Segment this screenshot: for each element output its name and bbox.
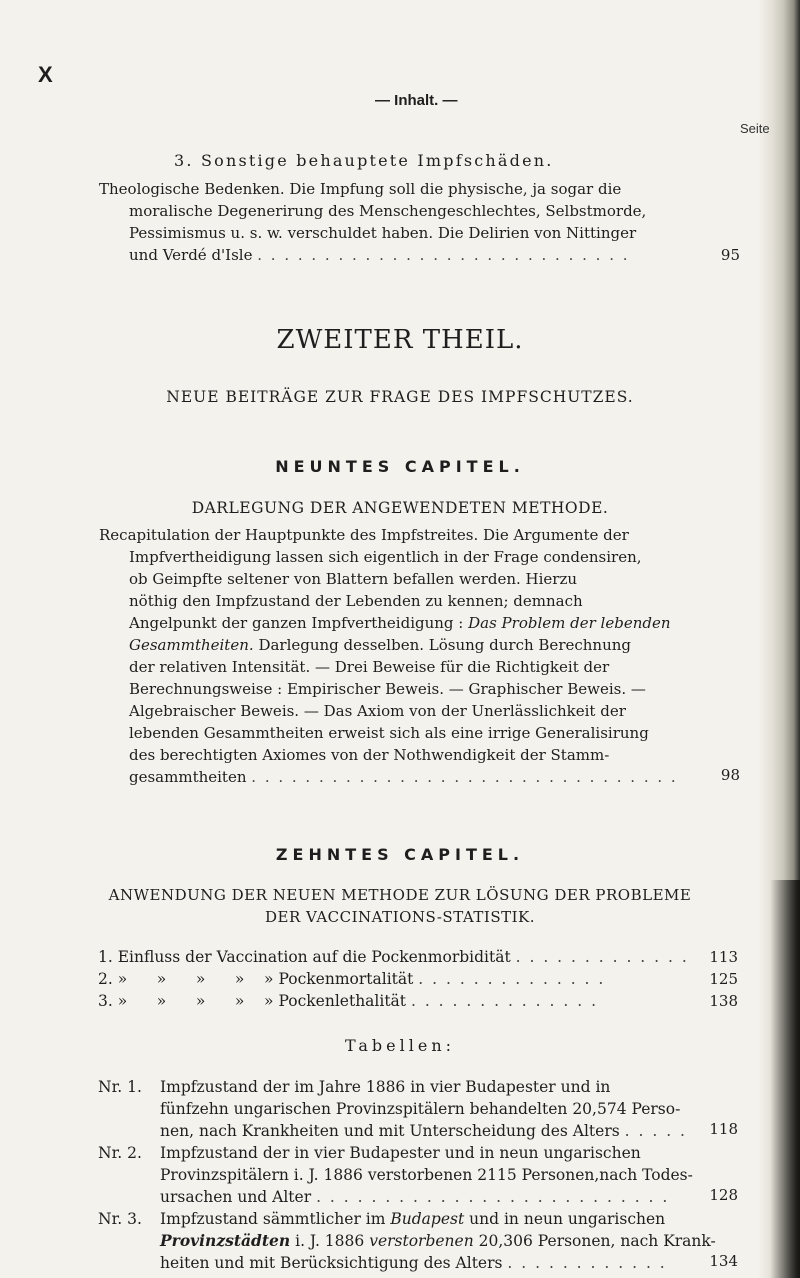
list-item-num: 2. <box>98 970 113 988</box>
list-item-num: 3. <box>98 992 113 1010</box>
table-entry-text-italic: verstorbenen <box>369 1232 474 1250</box>
table-entry-text-italic: Budapest <box>390 1210 465 1228</box>
ch9-line-12: gesammtheiten <box>129 768 247 786</box>
table-entry-line-2 <box>160 1230 738 1252</box>
ch9-line-8: Berechnungsweise : Empirischer Beweis. — Graphischer Beweis. — <box>129 680 646 698</box>
seite-label: Seite <box>740 121 770 136</box>
section-3-line-4-wrap <box>99 244 739 266</box>
ch9-line-3: ob Geimpfte seltener von Blattern befallen werden. Hierzu <box>129 570 578 588</box>
table-entry-nr: Nr. 2. <box>98 1144 142 1162</box>
ch9-line-6-wrap <box>99 634 739 656</box>
dot-leader: . . . . . . . . . . . . . . <box>418 970 606 988</box>
section-3-line-1: Theologische Bedenken. Die Impfung soll die physische, ja sogar die <box>99 180 622 198</box>
section-3-heading: 3. Sonstige behauptete Impfschäden. <box>174 151 554 170</box>
section-3-line-2: moralische Degenerirung des Menschengeschlechtes, Selbstmorde, <box>129 202 647 220</box>
chapter-9-title: DARLEGUNG DER ANGEWENDETEN METHODE. <box>191 499 609 517</box>
ch9-line-9: Algebraischer Beweis. — Das Axiom von der Unerlässlichkeit der <box>129 702 626 720</box>
part-subtitle: NEUE BEITRÄGE ZUR FRAGE DES IMPFSCHUTZES. <box>166 388 634 406</box>
table-entry-text: heiten und mit Berücksichtigung des Alters <box>160 1254 503 1272</box>
table-entry-nr: Nr. 1. <box>98 1078 142 1096</box>
table-entry-page: 128 <box>709 1186 738 1204</box>
list-item-text: » » » » » Pockenmortalität <box>117 970 414 988</box>
table-entry-line: Provinzspitälern i. J. 1886 verstorbenen 2115 Personen,nach Todes- <box>160 1166 693 1184</box>
table-entry-line: ursachen und Alter <box>160 1188 312 1206</box>
dot-leader: . . . . . . . . . . . . . <box>515 948 689 966</box>
table-entry-line-wrap <box>160 1120 738 1142</box>
ch9-line-5b: Das Problem der lebenden <box>468 614 671 632</box>
page-edge-dark <box>770 880 800 1278</box>
table-entry-line-3 <box>160 1252 738 1274</box>
dot-leader: . . . . . <box>624 1122 687 1140</box>
chapter-10-label: ZEHNTES CAPITEL. <box>275 845 525 864</box>
table-entry-line: Impfzustand der in vier Budapester und in neun ungarischen <box>160 1144 641 1162</box>
table-entry-line-1 <box>160 1208 738 1230</box>
dot-leader: . . . . . . . . . . . . . . <box>410 992 598 1010</box>
table-entry-line: nen, nach Krankheiten und mit Unterscheidung des Alters <box>160 1122 620 1140</box>
running-title: — Inhalt. — <box>375 92 458 109</box>
ch9-line-6a: Gesammtheiten. <box>129 636 254 654</box>
chapter-9-label: NEUNTES CAPITEL. <box>275 457 525 476</box>
section-3-page: 95 <box>720 246 740 264</box>
table-entry-nr: Nr. 3. <box>98 1210 142 1228</box>
dot-leader: . . . . . . . . . . . . <box>507 1254 667 1272</box>
ch9-line-6b: Darlegung desselben. Lösung durch Berechnung <box>258 636 632 654</box>
dot-leader: . . . . . . . . . . . . . . . . . . . . . . . . . . . . . . . . <box>251 768 678 786</box>
table-entry-page: 118 <box>709 1120 738 1138</box>
section-3-text <box>99 178 739 266</box>
list-item <box>98 992 598 1010</box>
ch9-line-10: lebenden Gesammtheiten erweist sich als eine irrige Generalisirung <box>129 724 649 742</box>
dot-leader: . . . . . . . . . . . . . . . . . . . . . . . . . . . . <box>257 246 630 264</box>
section-3-line-3: Pessimismus u. s. w. verschuldet haben. Die Delirien von Nittinger <box>129 224 637 242</box>
list-item-page: 125 <box>709 970 738 988</box>
table-entry-text: 20,306 Personen, nach Krank- <box>478 1232 716 1250</box>
tabellen-heading: Tabellen: <box>344 1036 456 1055</box>
table-entry-text: i. J. 1886 <box>295 1232 365 1250</box>
chapter-10-title-2: DER VACCINATIONS-STATISTIK. <box>264 908 536 926</box>
ch9-line-4: nöthig den Impfzustand der Lebenden zu kennen; demnach <box>129 592 583 610</box>
table-entry-line-wrap <box>160 1186 738 1208</box>
dot-leader: . . . . . . . . . . . . . . . . . . . . . . . . . . <box>316 1188 670 1206</box>
ch9-line-12-wrap <box>99 766 739 788</box>
table-entry-2 <box>98 1142 738 1208</box>
chapter-9-page: 98 <box>720 766 740 784</box>
table-entry-3 <box>98 1208 738 1274</box>
list-item <box>98 970 605 988</box>
ch9-line-1: Recapitulation der Hauptpunkte des Impfstreites. Die Argumente der <box>99 526 629 544</box>
signature-letter: X <box>38 62 53 87</box>
table-entry-text-italic: Provinzstädten <box>160 1231 291 1250</box>
part-title: ZWEITER THEIL. <box>276 325 524 355</box>
list-item-page: 138 <box>709 992 738 1010</box>
chapter-9-summary <box>99 524 739 788</box>
ch9-line-5a: Angelpunkt der ganzen Impfvertheidigung : <box>129 614 464 632</box>
table-entry-text: und in neun ungarischen <box>469 1210 666 1228</box>
list-item <box>98 948 689 966</box>
table-entry-text: Impfzustand sämmtlicher im <box>160 1210 386 1228</box>
ch9-line-5-wrap <box>99 612 739 634</box>
chapter-10-title-1: ANWENDUNG DER NEUEN METHODE ZUR LÖSUNG DER PROBLEME <box>108 886 692 904</box>
ch9-line-7: der relativen Intensität. — Drei Beweise für die Richtigkeit der <box>129 658 610 676</box>
table-entry-page: 134 <box>709 1252 738 1270</box>
list-item-text: » » » » » Pockenlethalität <box>117 992 407 1010</box>
list-item-num: 1. <box>98 948 113 966</box>
ch9-line-11: des berechtigten Axiomes von der Nothwendigkeit der Stamm- <box>129 746 610 764</box>
list-item-page: 113 <box>709 948 738 966</box>
table-entry-line: fünfzehn ungarischen Provinzspitälern behandelten 20,574 Perso- <box>160 1100 681 1118</box>
section-3-line-4: und Verdé d'Isle <box>129 246 253 264</box>
list-item-text: Einfluss der Vaccination auf die Pockenmorbidität <box>117 948 511 966</box>
ch9-line-2: Impfvertheidigung lassen sich eigentlich in der Frage condensiren, <box>129 548 642 566</box>
table-entry-1 <box>98 1076 738 1142</box>
table-entry-line: Impfzustand der im Jahre 1886 in vier Budapester und in <box>160 1078 611 1096</box>
